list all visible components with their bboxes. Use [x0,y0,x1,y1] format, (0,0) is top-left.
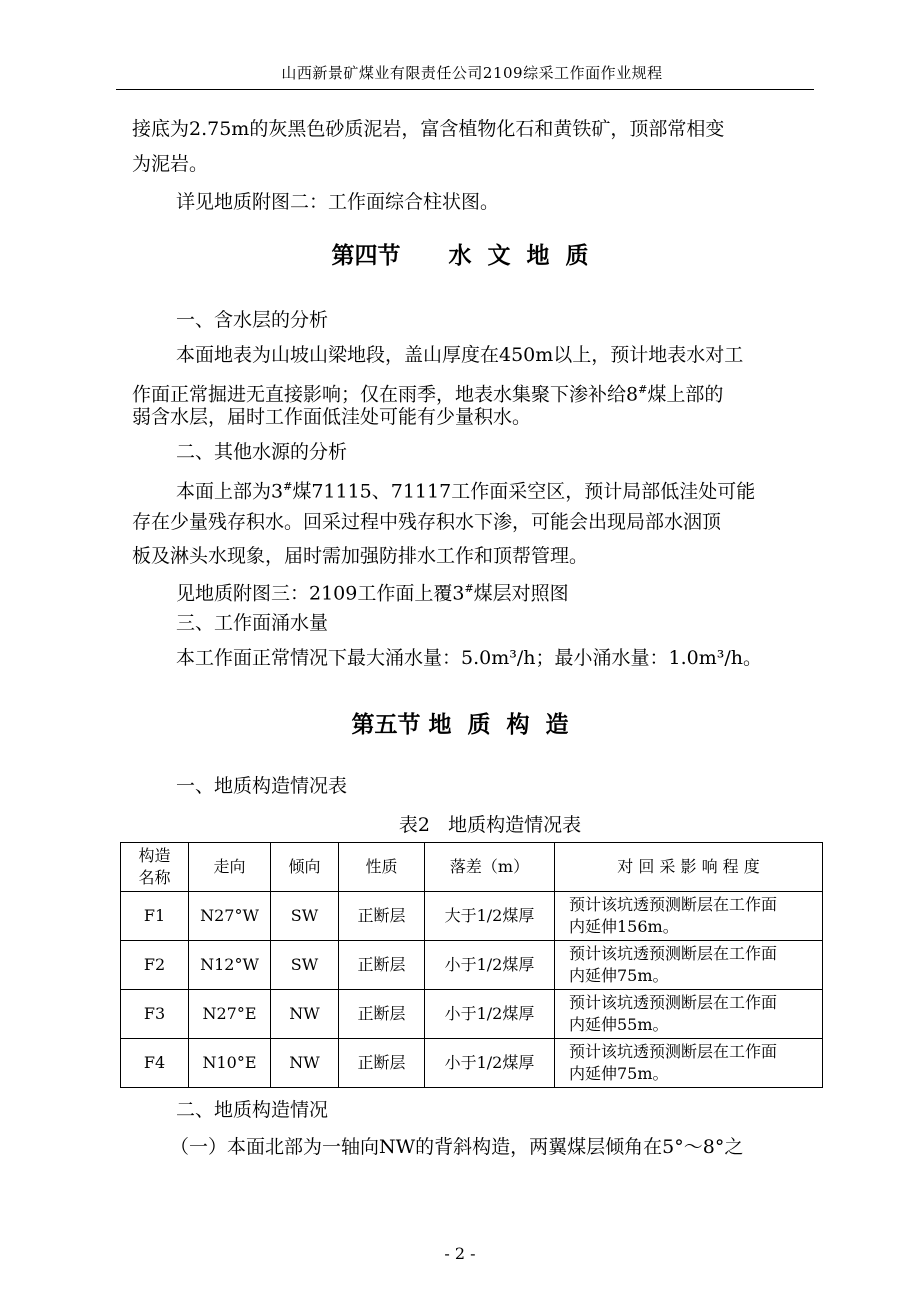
header-dip: 倾向 [271,843,339,892]
page-number: - 2 - [444,1244,476,1263]
cell-dip: SW [271,892,339,941]
section5-para1: （一）本面北部为一轴向NW的背斜构造，两翼煤层倾角在5°～8°之 [170,1136,744,1158]
section4-para2-line1: 本面上部为3#煤71115、71117工作面采空区，预计局部低洼处可能 [176,480,756,503]
section4-sub3: 三、工作面涌水量 [176,612,329,634]
geology-structure-table [120,842,823,1088]
cell-dip: NW [271,990,339,1039]
header-nature: 性质 [339,843,425,892]
cell-effect: 预计该坑透预测断层在工作面 内延伸156m。 [555,892,823,941]
section4-para2-line3: 板及淋头水现象，届时需加强防排水工作和顶帮管理。 [132,545,589,567]
table-row [121,990,823,1039]
cell-strike: N10°E [189,1039,271,1088]
cell-name: F1 [121,892,189,941]
cell-throw: 小于1/2煤厚 [425,941,555,990]
table-row [121,1039,823,1088]
section5-title: 第五节 地 质 构 造 [351,711,569,738]
table-row [121,892,823,941]
cell-effect: 预计该坑透预测断层在工作面 内延伸55m。 [555,990,823,1039]
section4-para2-line2: 存在少量残存积水。回采过程中残存积水下渗，可能会出现局部水洇顶 [132,511,722,533]
header-strike: 走向 [189,843,271,892]
section4-title: 第四节 水 文 地 质 [331,242,589,269]
table-caption: 表2 地质构造情况表 [398,814,582,836]
cell-strike: N12°W [189,941,271,990]
page-header: 山西新景矿煤业有限责任公司2109综采工作面作业规程 [281,64,663,82]
header-rule [116,89,814,90]
cell-name: F2 [121,941,189,990]
header-throw: 落差（m） [425,843,555,892]
section4-ref: 见地质附图三：2109工作面上覆3#煤层对照图 [176,582,569,605]
intro-line-2: 为泥岩。 [132,153,209,175]
intro-line-3: 详见地质附图二：工作面综合柱状图。 [176,191,500,213]
cell-nature: 正断层 [339,941,425,990]
cell-throw: 大于1/2煤厚 [425,892,555,941]
section4-para1-line3: 弱含水层，届时工作面低洼处可能有少量积水。 [132,406,532,428]
cell-throw: 小于1/2煤厚 [425,990,555,1039]
header-effect: 对 回 采 影 响 程 度 [555,843,823,892]
table-row [121,941,823,990]
cell-dip: NW [271,1039,339,1088]
intro-line-1: 接底为2.75m的灰黑色砂质泥岩，富含植物化石和黄铁矿，顶部常相变 [132,118,725,140]
header-name: 构造 名称 [121,843,189,892]
cell-strike: N27°W [189,892,271,941]
cell-effect: 预计该坑透预测断层在工作面 内延伸75m。 [555,941,823,990]
cell-name: F3 [121,990,189,1039]
table-header-row [121,843,823,892]
cell-nature: 正断层 [339,892,425,941]
cell-dip: SW [271,941,339,990]
section5-sub2: 二、地质构造情况 [176,1099,329,1121]
cell-nature: 正断层 [339,1039,425,1088]
cell-effect: 预计该坑透预测断层在工作面 内延伸75m。 [555,1039,823,1088]
section5-sub1: 一、地质构造情况表 [176,775,348,797]
section4-sub2: 二、其他水源的分析 [176,441,348,463]
section4-para3: 本工作面正常情况下最大涌水量：5.0m³/h；最小涌水量：1.0m³/h。 [176,647,762,669]
cell-strike: N27°E [189,990,271,1039]
section4-para1-line1: 本面地表为山坡山梁地段，盖山厚度在450m以上，预计地表水对工 [176,344,744,366]
cell-name: F4 [121,1039,189,1088]
cell-throw: 小于1/2煤厚 [425,1039,555,1088]
section4-para1-line2: 作面正常掘进无直接影响；仅在雨季，地表水集聚下渗补给8#煤上部的 [132,383,724,406]
cell-nature: 正断层 [339,990,425,1039]
section4-sub1: 一、含水层的分析 [176,309,329,331]
